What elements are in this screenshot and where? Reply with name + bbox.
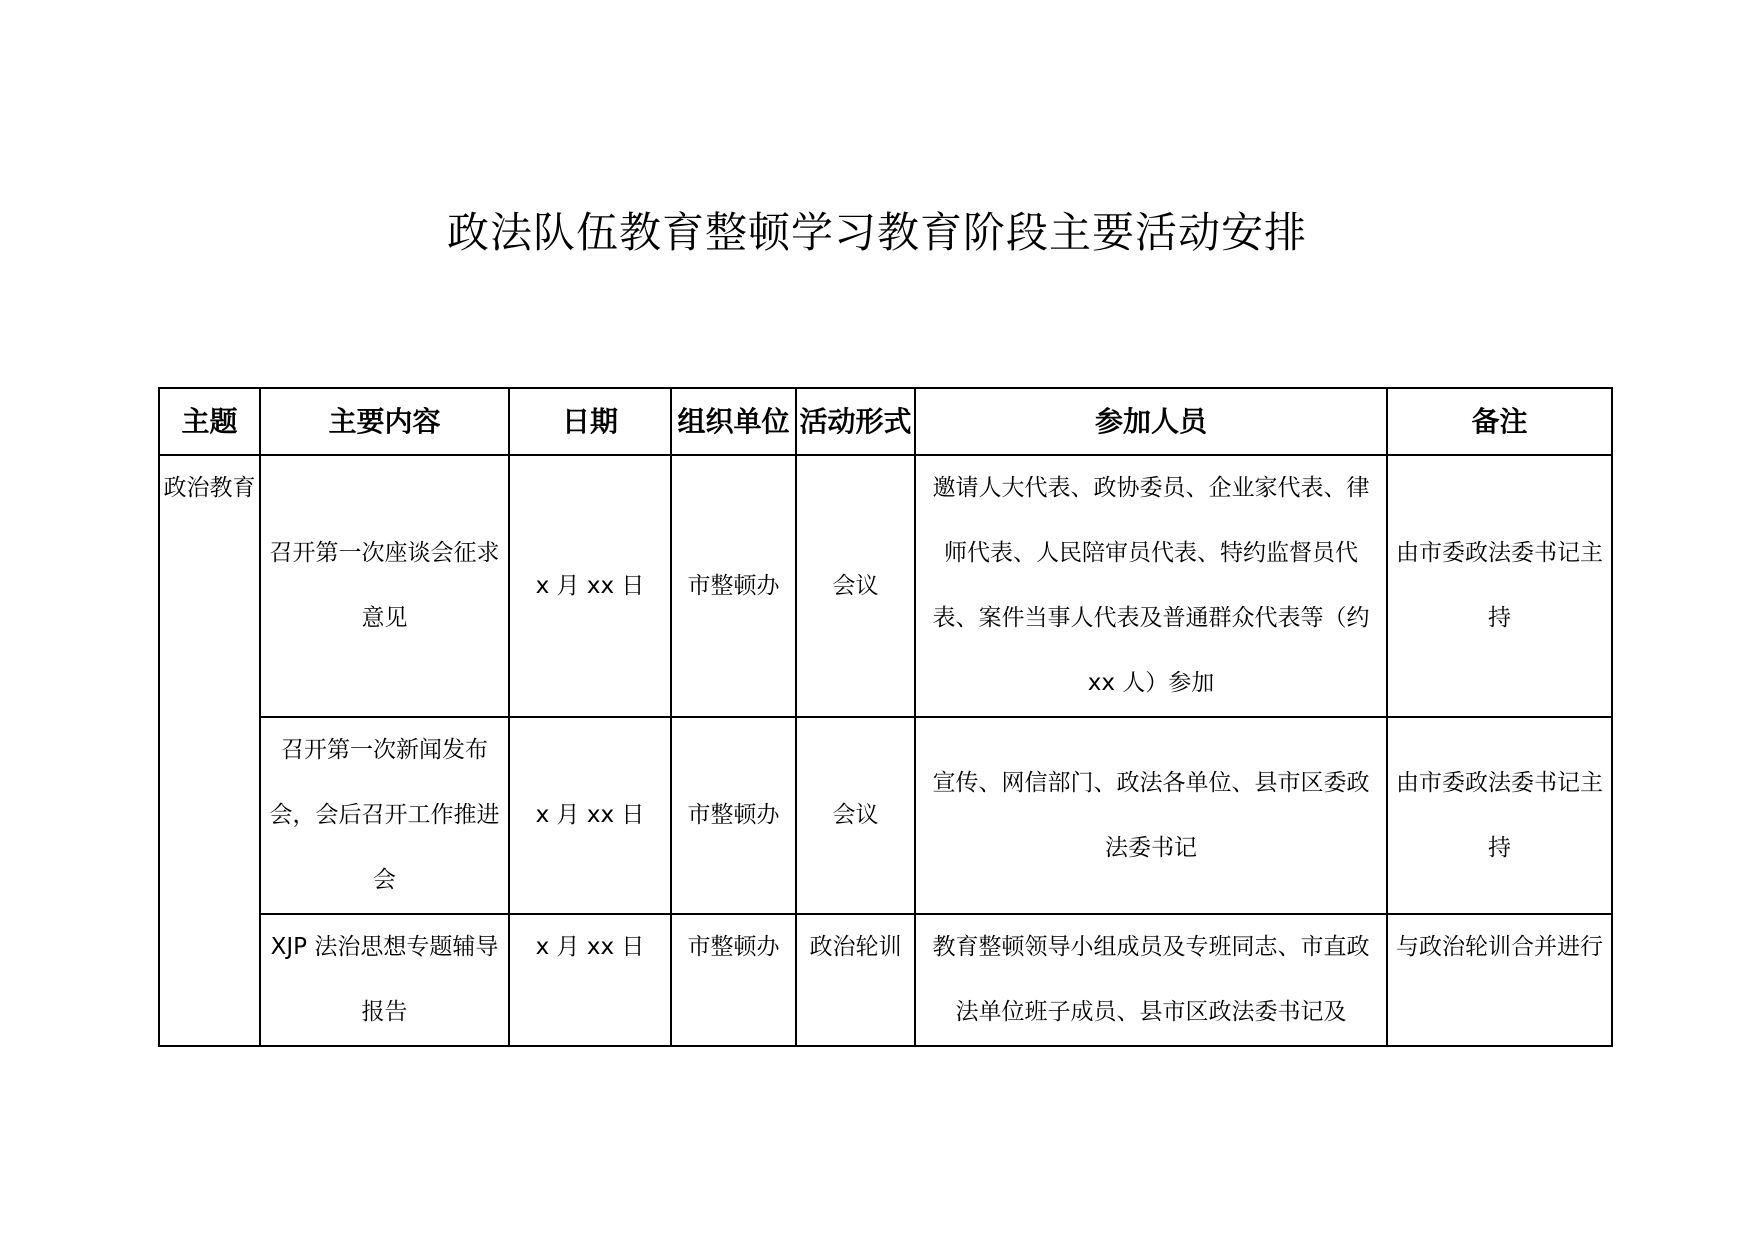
participants-text: 教育整顿领导小组成员及专班同志、市直政法单位班子成员、县市区政法委书记及 [932, 934, 1370, 1025]
table-row [159, 717, 1612, 914]
table-row [159, 455, 1612, 717]
header-main-content: 主要内容 [260, 388, 509, 455]
header-notes: 备注 [1387, 388, 1612, 455]
theme-cell: 政治教育 [159, 455, 260, 1046]
date-cell [509, 914, 671, 1046]
content-cell [260, 914, 509, 1046]
date-cell: x 月 xx 日 [509, 455, 671, 717]
header-activity-form: 活动形式 [796, 388, 915, 455]
header-date: 日期 [509, 388, 671, 455]
date-cell: x 月 xx 日 [509, 717, 671, 914]
notes-cell: 由市委政法委书记主持 [1387, 455, 1612, 717]
notes-text: 与政治轮训合并进行 [1396, 934, 1603, 960]
content-cell: 召开第一次座谈会征求意见 [260, 455, 509, 717]
organizer-cell [671, 914, 796, 1046]
activity-form-cell: 会议 [796, 455, 915, 717]
organizer-text: 市整顿办 [687, 934, 780, 960]
date-text: x 月 xx 日 [535, 934, 645, 960]
header-participants: 参加人员 [915, 388, 1387, 455]
content-text: XJP 法治思想专题辅导报告 [270, 934, 499, 1025]
participants-cell: 邀请人大代表、政协委员、企业家代表、律师代表、人民陪审员代表、特约监督员代表、案件当事人代表及普通群众代表等（约 xx 人）参加 [915, 455, 1387, 717]
activity-schedule-table [158, 387, 1613, 1047]
participants-cell [915, 914, 1387, 1046]
header-theme: 主题 [159, 388, 260, 455]
activity-form-text: 政治轮训 [809, 934, 902, 960]
content-cell: 召开第一次新闻发布会，会后召开工作推进会 [260, 717, 509, 914]
activity-form-cell: 会议 [796, 717, 915, 914]
document-title: 政法队伍教育整顿学习教育阶段主要活动安排 [446, 208, 1307, 257]
activity-form-cell [796, 914, 915, 1046]
table-header-row [159, 388, 1612, 455]
organizer-cell: 市整顿办 [671, 717, 796, 914]
notes-cell: 由市委政法委书记主持 [1387, 717, 1612, 914]
organizer-cell: 市整顿办 [671, 455, 796, 717]
header-organizer: 组织单位 [671, 388, 796, 455]
table-row [159, 914, 1612, 1046]
notes-cell [1387, 914, 1612, 1046]
participants-cell: 宣传、网信部门、政法各单位、县市区委政法委书记 [915, 717, 1387, 914]
